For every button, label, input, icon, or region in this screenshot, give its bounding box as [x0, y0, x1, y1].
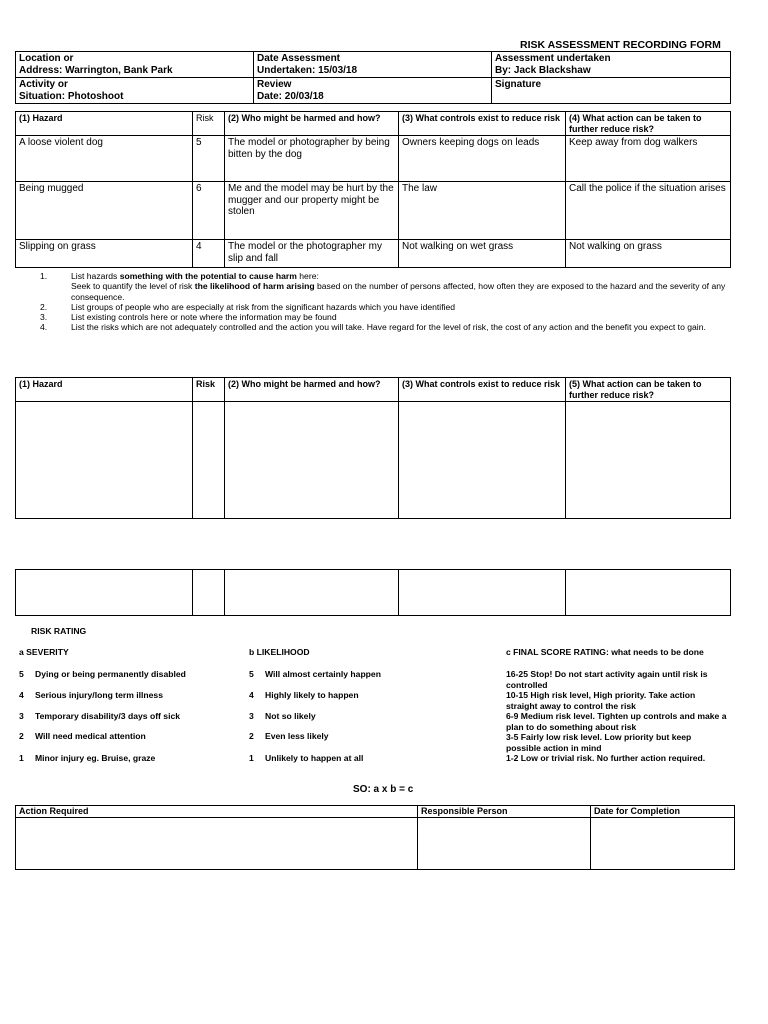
- controls-cell[interactable]: Not walking on wet grass: [399, 240, 566, 268]
- likelihood-item: 2 Even less likely: [249, 731, 329, 741]
- final-score-list: [506, 669, 728, 764]
- likelihood-item: 5 Will almost certainly happen: [249, 669, 381, 679]
- action-cell[interactable]: [566, 402, 731, 519]
- severity-title: a SEVERITY: [19, 647, 69, 657]
- table-row: [16, 818, 735, 870]
- notes-list: [40, 271, 730, 333]
- hazard-cell[interactable]: Slipping on grass: [16, 240, 193, 268]
- signature-cell[interactable]: [492, 78, 731, 104]
- col-hazard: (1) Hazard: [16, 378, 193, 402]
- activity-cell[interactable]: [16, 78, 254, 104]
- col-who: (2) Who might be harmed and how?: [225, 112, 399, 136]
- formula: SO: a x b = c: [353, 784, 414, 795]
- col-who: (2) Who might be harmed and how?: [225, 378, 399, 402]
- address-value: Address: Warrington, Bank Park: [19, 64, 173, 76]
- review-label: Review: [257, 79, 292, 90]
- col-action: (5) What action can be taken to further reduce risk?: [566, 378, 731, 402]
- blank-table: [15, 569, 731, 616]
- who-cell[interactable]: The model or photographer by being bitten by the dog: [225, 136, 399, 182]
- controls-cell[interactable]: The law: [399, 182, 566, 240]
- col-action: (4) What action can be taken to further reduce risk?: [566, 112, 731, 136]
- col-risk: Risk: [193, 112, 225, 136]
- final-score-item: 6-9 Medium risk level. Tighten up controls and make a plan to do something about risk: [506, 711, 727, 732]
- risk-cell[interactable]: [193, 402, 225, 519]
- severity-item: 1 Minor injury eg. Bruise, graze: [19, 753, 156, 763]
- header-table: [15, 51, 731, 104]
- likelihood-item: 4 Highly likely to happen: [249, 690, 359, 700]
- date-for-completion-cell[interactable]: [591, 818, 735, 870]
- location-label: Location or: [19, 53, 74, 64]
- table-row: [16, 570, 731, 616]
- table-row: [16, 182, 731, 240]
- risk-cell[interactable]: 6: [193, 182, 225, 240]
- assessment-by-cell[interactable]: [492, 52, 731, 78]
- activity-label: Activity or: [19, 79, 68, 90]
- likelihood-item: 3 Not so likely: [249, 711, 316, 721]
- note-2: 2. List groups of people who are especially at risk from the significant hazards which you have identified: [40, 301, 456, 312]
- situation-value: Situation: Photoshoot: [19, 90, 124, 102]
- severity-item: 4 Serious injury/long term illness: [19, 690, 163, 700]
- final-score-item: 3-5 Fairly low risk level. Low priority but keep possible action in mind: [506, 732, 692, 753]
- col-controls: (3) What controls exist to reduce risk: [399, 112, 566, 136]
- final-score-title: c FINAL SCORE RATING: what needs to be done: [506, 647, 704, 657]
- col-date-for-completion: Date for Completion: [591, 806, 735, 818]
- review-date-value: Date: 20/03/18: [257, 90, 324, 102]
- signature-label: Signature: [495, 79, 542, 90]
- hazard-cell[interactable]: A loose violent dog: [16, 136, 193, 182]
- undertaken-value: Undertaken: 15/03/18: [257, 64, 358, 76]
- action-cell[interactable]: [566, 570, 731, 616]
- hazard-cell[interactable]: [16, 570, 193, 616]
- controls-cell[interactable]: [399, 570, 566, 616]
- date-assessment-cell[interactable]: [254, 52, 492, 78]
- controls-cell[interactable]: [399, 402, 566, 519]
- col-controls: (3) What controls exist to reduce risk: [399, 378, 566, 402]
- table-row: [16, 240, 731, 268]
- review-cell[interactable]: [254, 78, 492, 104]
- note-3: 3. List existing controls here or note where the information may be found: [40, 312, 337, 323]
- severity-item: 2 Will need medical attention: [19, 731, 146, 741]
- action-table: [15, 805, 735, 870]
- who-cell[interactable]: The model or the photographer my slip and fall: [225, 240, 399, 268]
- controls-cell[interactable]: Owners keeping dogs on leads: [399, 136, 566, 182]
- responsible-person-cell[interactable]: [418, 818, 591, 870]
- note-4: 4. List the risks which are not adequately controlled and the action you will take. Have regard for the level of risk, the cost of any action and the benefit you expect to gain.: [40, 322, 706, 333]
- risk-cell[interactable]: 4: [193, 240, 225, 268]
- final-score-item: 10-15 High risk level, High priority. Take action straight away to control the risk: [506, 690, 696, 711]
- col-responsible-person: Responsible Person: [418, 806, 591, 818]
- location-cell[interactable]: [16, 52, 254, 78]
- form-title: RISK ASSESSMENT RECORDING FORM: [520, 39, 721, 51]
- risk-rating-title: RISK RATING: [31, 626, 87, 636]
- likelihood-item: 1 Unlikely to happen at all: [249, 753, 364, 763]
- hazard-cell[interactable]: [16, 402, 193, 519]
- action-cell[interactable]: Keep away from dog walkers: [566, 136, 731, 182]
- by-value: By: Jack Blackshaw: [495, 64, 591, 76]
- hazard-table-1: [15, 111, 731, 268]
- who-cell[interactable]: [225, 570, 399, 616]
- assessment-undertaken-label: Assessment undertaken: [495, 53, 611, 64]
- col-hazard: (1) Hazard: [16, 112, 193, 136]
- severity-item: 5 Dying or being permanently disabled: [19, 669, 186, 679]
- action-required-cell[interactable]: [16, 818, 418, 870]
- table-row: [16, 402, 731, 519]
- action-cell[interactable]: Call the police if the situation arises: [566, 182, 731, 240]
- likelihood-title: b LIKELIHOOD: [249, 647, 310, 657]
- who-cell[interactable]: Me and the model may be hurt by the mugger and our property might be stolen: [225, 182, 399, 240]
- severity-item: 3 Temporary disability/3 days off sick: [19, 711, 181, 721]
- note-1b: Seek to quantify the level of risk the likelihood of harm arising based on the number of persons affected, how often they are exposed to the hazard and the severity of any consequence.: [71, 281, 726, 302]
- risk-cell[interactable]: 5: [193, 136, 225, 182]
- col-risk: Risk: [193, 378, 225, 402]
- final-score-item: 16-25 Stop! Do not start activity again until risk is controlled: [506, 669, 708, 690]
- action-cell[interactable]: Not walking on grass: [566, 240, 731, 268]
- hazard-cell[interactable]: Being mugged: [16, 182, 193, 240]
- date-assessment-label: Date Assessment: [257, 53, 341, 64]
- note-1: 1. List hazards something with the potential to cause harm here:: [40, 271, 319, 281]
- table-row: [16, 136, 731, 182]
- final-score-item: 1-2 Low or trivial risk. No further action required.: [506, 753, 706, 763]
- col-action-required: Action Required: [16, 806, 418, 818]
- risk-cell[interactable]: [193, 570, 225, 616]
- hazard-table-2: [15, 377, 731, 519]
- who-cell[interactable]: [225, 402, 399, 519]
